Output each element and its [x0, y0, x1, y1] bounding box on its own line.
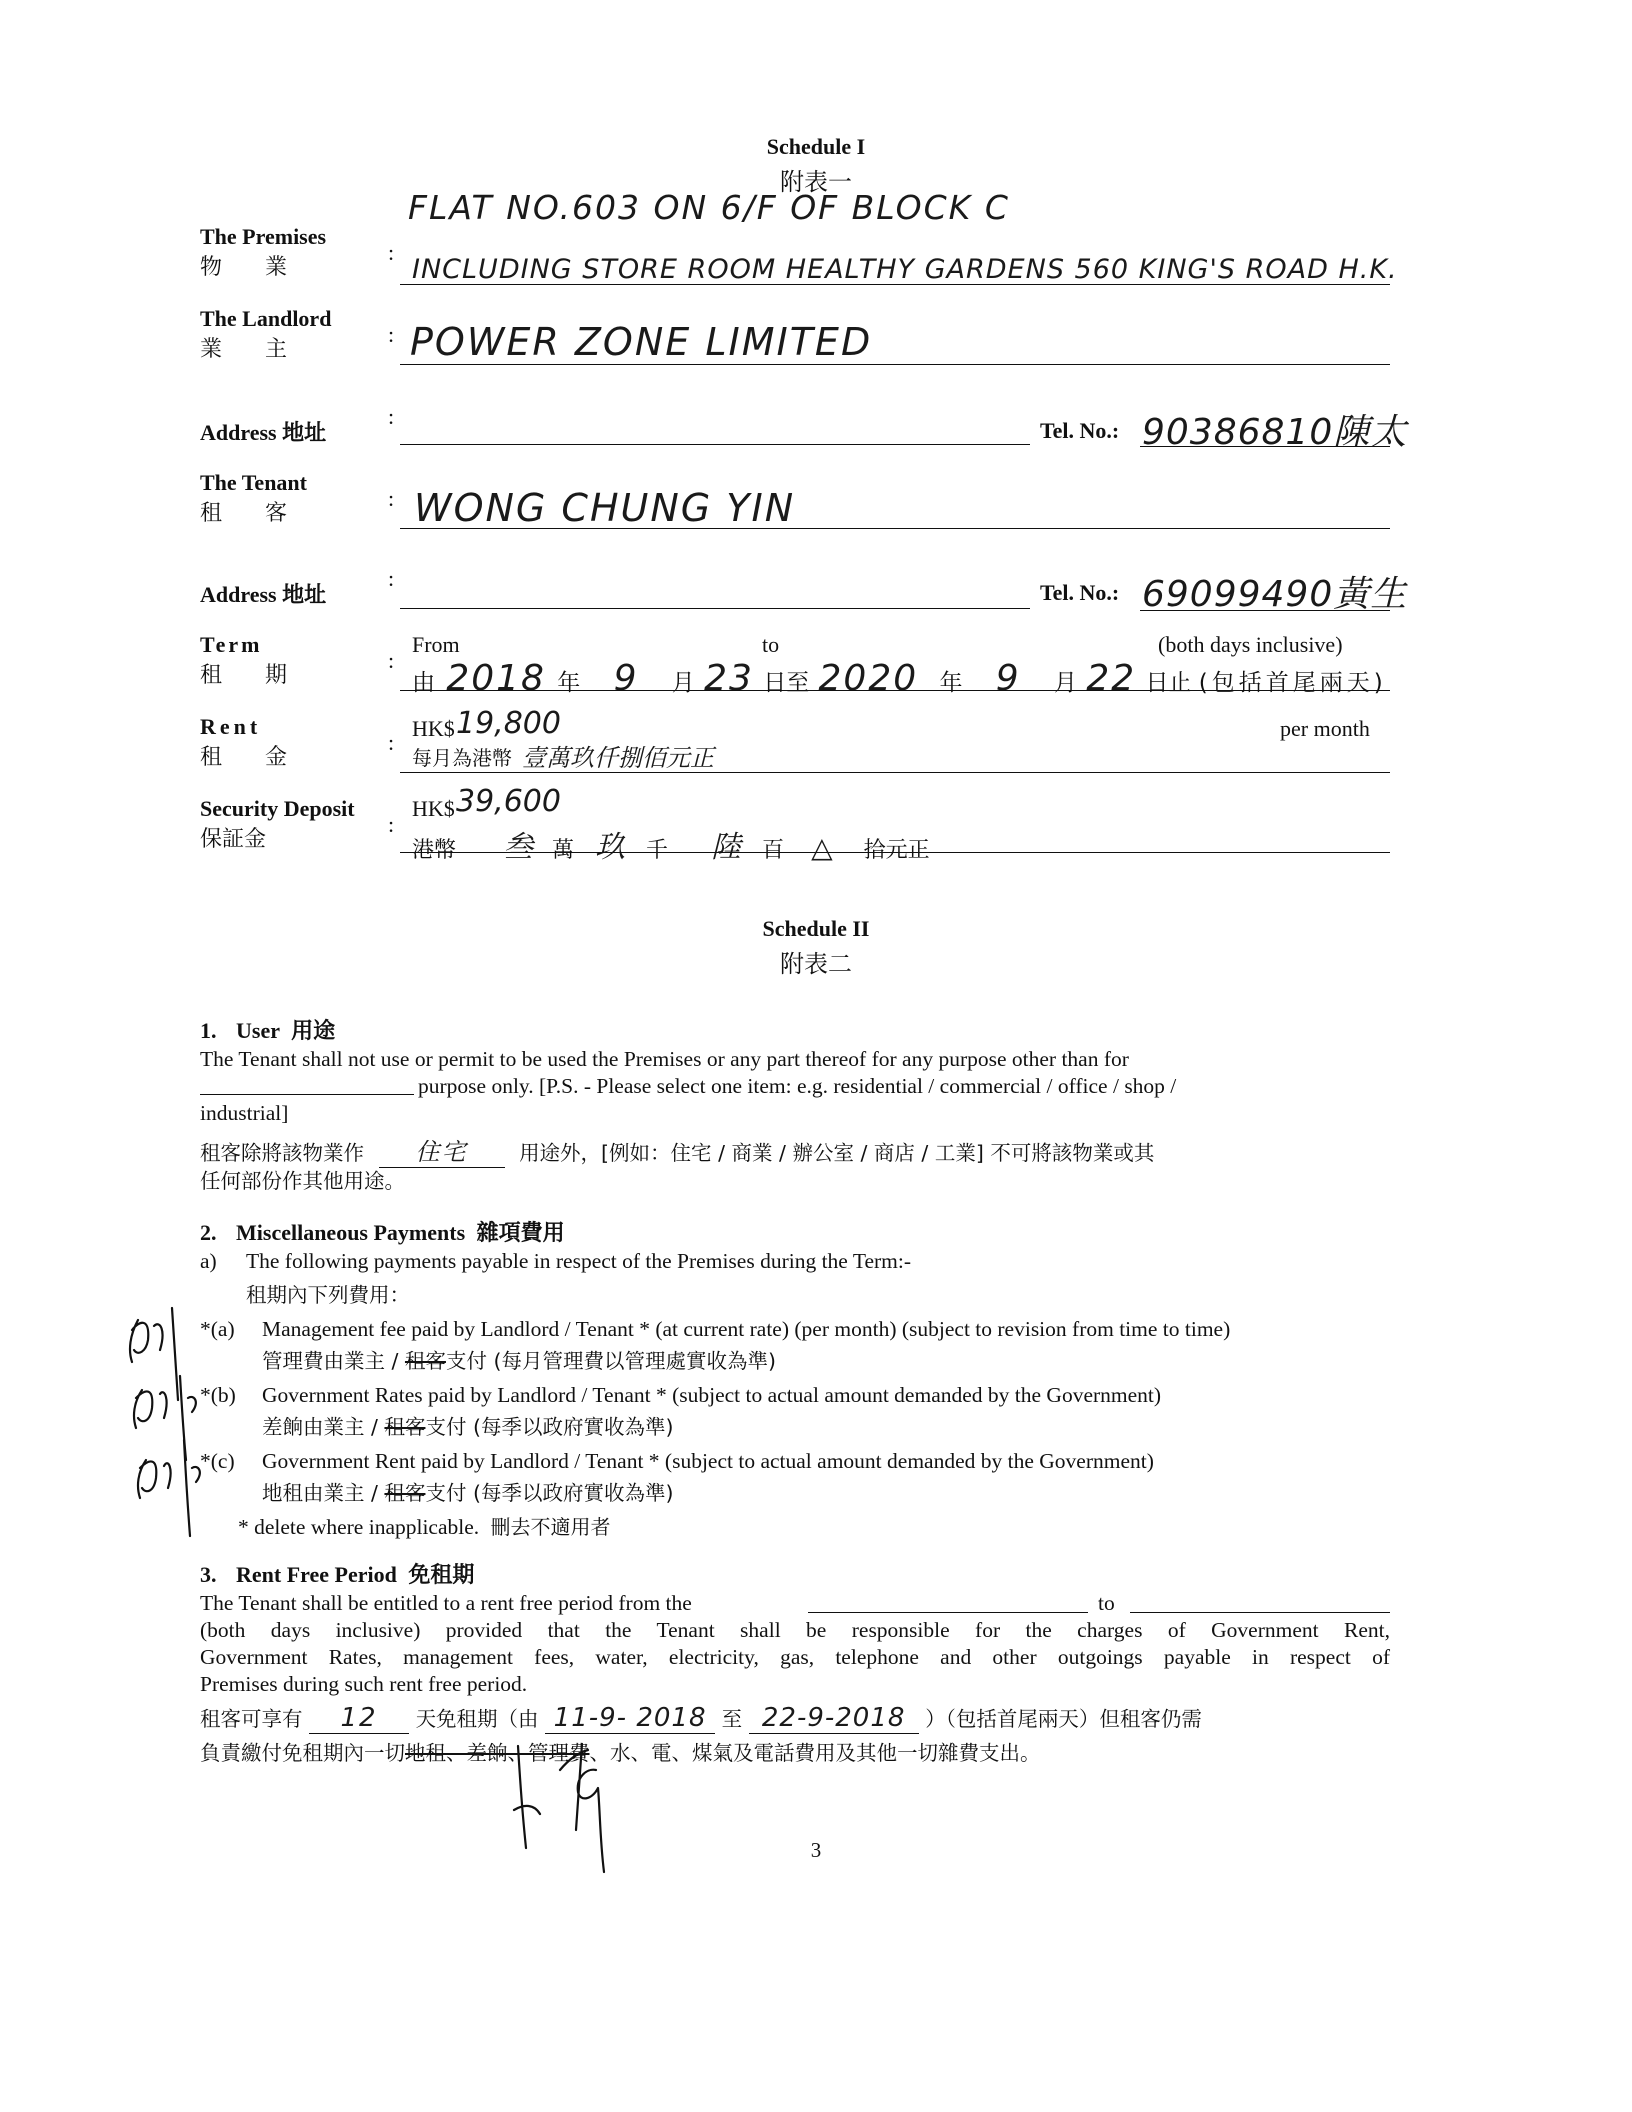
- s1-zh1-a: 租客除將該物業作: [200, 1141, 364, 1165]
- term-label-zh: 租 期: [200, 663, 305, 688]
- s3-heading-en: Rent Free Period: [236, 1562, 397, 1587]
- deposit-zh-row: [412, 822, 930, 866]
- tenant-colon: :: [388, 486, 395, 511]
- s3-p4: Premises during such rent free period.: [200, 1672, 528, 1696]
- schedule-2-title-zh: 附表二: [780, 950, 852, 978]
- landlord-address-line: [400, 444, 1030, 445]
- bottom-initials-signature: [500, 1740, 640, 1880]
- s2-item-b-zh: [262, 1410, 673, 1440]
- rent-amount: 19,800: [456, 706, 561, 741]
- s1-p2: purpose only. [P.S. - Please select one item: e.g. residential / commercial / office / shop /: [418, 1074, 1177, 1098]
- s3-zh1-d: ）（包括首尾兩天）但租客仍需: [925, 1707, 1202, 1731]
- s2-item-a-zh-strike: 租客: [404, 1349, 446, 1373]
- s1-p1: The Tenant shall not use or permit to be used the Premises or any part thereof for any purpose other than for: [200, 1047, 1129, 1071]
- tenant-name: WONG CHUNG YIN: [414, 486, 796, 530]
- term-end-month: 9: [995, 658, 1021, 699]
- term-inclusive-label: (both days inclusive): [1158, 632, 1343, 657]
- s1-zh1-b: 用途外，[例如：住宅 / 商業 / 辦公室 / 商店 / 工業] 不可將該物業或其: [519, 1141, 1155, 1165]
- s2-item-c-zh-b: 支付 (每季以政府實收為準): [425, 1481, 674, 1505]
- s1-heading: [200, 1014, 335, 1045]
- s2-item-b-mark: *(b): [200, 1383, 236, 1407]
- s2-a-en: The following payments payable in respect of the Premises during the Term:-: [246, 1249, 912, 1273]
- s1-zh2: 任何部份作其他用途。: [200, 1169, 405, 1193]
- s3-zh1-c: 至: [721, 1707, 743, 1731]
- s1-p3: industrial]: [200, 1101, 289, 1125]
- deposit-colon: :: [388, 812, 395, 837]
- tenant-address-colon: :: [388, 566, 395, 591]
- premises-line1: FLAT NO.603 ON 6/F OF BLOCK C: [408, 188, 1010, 227]
- s3-from-date: 11-9- 2018: [545, 1703, 715, 1734]
- landlord-tel-line: [1140, 446, 1390, 447]
- s3-zh2-strike: 地租、差餉、管理費: [405, 1741, 590, 1765]
- deposit-zh-prefix: 港幣: [412, 838, 457, 863]
- premises-label: The Premises: [200, 224, 327, 249]
- s2-a-label: a): [200, 1249, 217, 1273]
- s1-zh1: [200, 1132, 1154, 1168]
- term-underline: [400, 690, 1390, 691]
- rent-hk-prefix: HK$: [412, 716, 455, 741]
- s3-heading-num: 3.: [200, 1562, 217, 1587]
- s3-zh1-b: 天免租期（由: [415, 1707, 539, 1731]
- s3-zh2-b: 、水、電、煤氣及電話費用及其他一切雜費支出。: [589, 1741, 1041, 1765]
- s2-item-a-mark: *(a): [200, 1317, 235, 1341]
- term-inclusive-zh: (包括首尾兩天): [1198, 670, 1387, 696]
- s2-item-c-zh: [262, 1476, 673, 1506]
- deposit-w2: 玖: [595, 830, 628, 865]
- term-you: 由: [412, 670, 435, 696]
- deposit-w1: 叁: [503, 830, 536, 865]
- s2-item-b-zh-b: 支付 (每季以政府實收為準): [425, 1415, 674, 1439]
- s1-purpose-blank: [200, 1094, 414, 1095]
- s2-note: [238, 1514, 611, 1541]
- term-nian1: 年: [557, 670, 581, 696]
- deposit-hk-prefix: HK$: [412, 796, 455, 821]
- tenant-underline: [400, 528, 1390, 529]
- rent-underline: [400, 772, 1390, 773]
- term-start-year: 2018: [446, 658, 546, 699]
- schedule-1-title: Schedule I: [766, 134, 866, 159]
- term-yue2: 月: [1054, 670, 1077, 696]
- s2-item-c-mark: *(c): [200, 1449, 235, 1473]
- s3-from-blank: [808, 1612, 1088, 1613]
- s3-p3: Government Rates, management fees, water, electricity, gas, telephone and other outgoings payable in respect of: [200, 1645, 1390, 1669]
- term-ri-zhi: 日至: [763, 670, 810, 696]
- s2-item-a-en: Management fee paid by Landlord / Tenant * (at current rate) (per month) (subject to revision from time to time): [262, 1317, 1231, 1341]
- tenant-label: The Tenant: [200, 470, 307, 495]
- landlord-address-colon: :: [388, 404, 395, 429]
- rent-label: Rent: [200, 714, 262, 739]
- term-start-month: 9: [613, 658, 639, 699]
- s2-note-en: * delete where inapplicable.: [238, 1515, 480, 1539]
- deposit-label-zh: 保証金: [200, 827, 267, 852]
- s1-zh1-fill: 住宅: [379, 1132, 505, 1168]
- term-yue1: 月: [671, 670, 695, 696]
- schedule-1-title-zh: 附表一: [780, 168, 852, 196]
- tenant-address-label: Address 地址: [200, 582, 327, 607]
- term-end-day: 22: [1086, 658, 1137, 699]
- s2-item-c-en: Government Rent paid by Landlord / Tenant * (subject to actual amount demanded by the Government): [262, 1449, 1154, 1473]
- term-colon: :: [388, 648, 395, 673]
- s2-a-zh: 租期內下列費用：: [246, 1283, 410, 1307]
- tenant-label-zh: 租 客: [200, 501, 305, 526]
- term-from-label: From: [412, 632, 460, 657]
- rent-label-zh: 租 金: [200, 745, 305, 770]
- rent-zh-prefix: 每月為港幣: [412, 746, 512, 770]
- s3-zh2-a: 負責繳付免租期內一切: [200, 1741, 405, 1765]
- landlord-tel-value: 90386810陳太: [1142, 412, 1408, 453]
- tenant-tel-line: [1140, 610, 1390, 611]
- deposit-underline: [400, 852, 1390, 853]
- landlord-tel-label: Tel. No.:: [1040, 418, 1120, 443]
- rent-per-month: per month: [1280, 716, 1370, 741]
- term-ri-zhi2: 日止: [1145, 670, 1192, 696]
- tenant-address-line: [400, 608, 1030, 609]
- s3-zh1: [200, 1702, 1202, 1734]
- s2-item-c-zh-strike: 租客: [384, 1481, 426, 1505]
- deposit-w4: △: [811, 831, 835, 864]
- s2-heading: [200, 1216, 565, 1247]
- s1-heading-en: User: [236, 1018, 280, 1043]
- s3-p1-a: The Tenant shall be entitled to a rent free period from the: [200, 1591, 692, 1615]
- tenant-tel-value: 69099490黃生: [1142, 574, 1408, 615]
- term-zh-row: [412, 658, 1387, 699]
- s2-item-b-en: Government Rates paid by Landlord / Tenant * (subject to actual amount demanded by the Government): [262, 1383, 1162, 1407]
- term-nian2: 年: [939, 670, 963, 696]
- landlord-name: POWER ZONE LIMITED: [410, 320, 873, 364]
- s2-item-a-zh: [262, 1344, 776, 1374]
- rent-amount-words: 壹萬玖仟捌佰元正: [522, 744, 714, 772]
- premises-colon: :: [388, 240, 395, 265]
- s2-heading-en: Miscellaneous Payments: [236, 1220, 466, 1245]
- s3-heading: [200, 1558, 474, 1589]
- s3-p2: (both days inclusive) provided that the Tenant shall be responsible for the charges of Government Rent,: [200, 1618, 1390, 1642]
- landlord-label: The Landlord: [200, 306, 332, 331]
- s3-heading-zh: 免租期: [408, 1563, 475, 1588]
- s1-heading-num: 1.: [200, 1018, 217, 1043]
- term-to-label: to: [762, 632, 780, 657]
- landlord-colon: :: [388, 322, 395, 347]
- landlord-underline: [400, 364, 1390, 365]
- margin-initials-signature: [120, 1290, 220, 1550]
- deposit-tail: 拾元正: [863, 838, 930, 863]
- s2-item-a-zh-a: 管理費由業主 /: [262, 1349, 405, 1373]
- s2-heading-zh: 雜項費用: [476, 1221, 565, 1246]
- deposit-label: Security Deposit: [200, 796, 355, 821]
- s2-note-zh: 刪去不適用者: [490, 1515, 611, 1539]
- s3-zh1-a: 租客可享有: [200, 1707, 303, 1731]
- schedule-2-title: Schedule II: [762, 916, 870, 941]
- s2-item-a-zh-b: 支付 (每月管理費以管理處實收為準): [445, 1349, 776, 1373]
- landlord-label-zh: 業 主: [200, 337, 305, 362]
- s2-item-b-zh-strike: 租客: [384, 1415, 426, 1439]
- s2-item-c-zh-a: 地租由業主 /: [262, 1481, 385, 1505]
- rent-colon: :: [388, 730, 395, 755]
- tenant-tel-label: Tel. No.:: [1040, 580, 1120, 605]
- s2-item-b-zh-a: 差餉由業主 /: [262, 1415, 385, 1439]
- s3-to-date: 22-9-2018: [749, 1703, 919, 1734]
- landlord-address-label: Address 地址: [200, 420, 327, 445]
- term-start-day: 23: [704, 658, 754, 699]
- s2-heading-num: 2.: [200, 1220, 217, 1245]
- deposit-u2: 千: [646, 838, 669, 863]
- premises-line2: INCLUDING STORE ROOM HEALTHY GARDENS 560 KING'S ROAD H.K.: [412, 254, 1398, 285]
- page-number: 3: [810, 1838, 822, 1862]
- s3-to-blank: [1130, 1612, 1390, 1613]
- premises-label-zh: 物 業: [200, 255, 305, 280]
- term-end-year: 2020: [818, 658, 919, 699]
- term-label: Term: [200, 632, 263, 657]
- premises-underline: [400, 284, 1390, 285]
- deposit-u3: 百: [762, 838, 785, 863]
- s3-p1-b: to: [1098, 1591, 1115, 1615]
- deposit-amount: 39,600: [456, 784, 561, 819]
- deposit-w3: 陸: [711, 830, 744, 865]
- s3-days: 12: [309, 1703, 409, 1734]
- s1-heading-zh: 用途: [291, 1019, 336, 1044]
- deposit-u1: 萬: [552, 838, 575, 863]
